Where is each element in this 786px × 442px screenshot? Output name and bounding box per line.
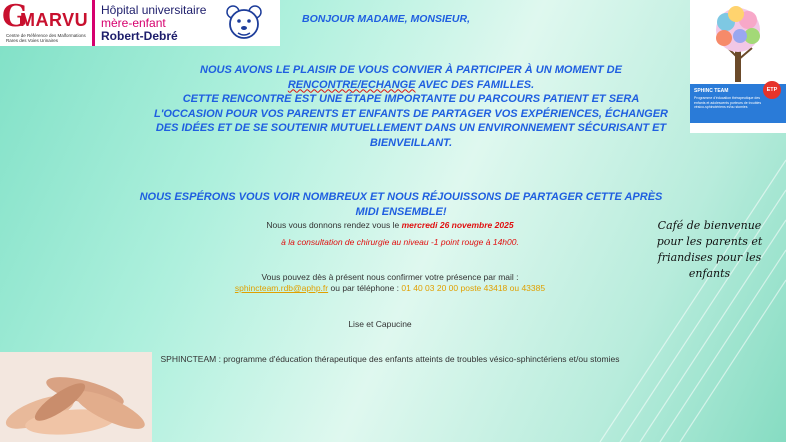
appointment-lead: Nous vous donnons rendez vous le [266, 220, 400, 230]
appointment-line [180, 220, 600, 231]
teddy-bear-mascot-icon [223, 2, 265, 44]
poster-footer-logos [690, 123, 786, 133]
marvu-g-mark-icon: G [2, 0, 28, 34]
marvu-name: MARVU [20, 10, 89, 30]
greeting: BONJOUR MADAME, MONSIEUR, [302, 13, 471, 25]
intro-part4: CETTE RENCONTRE EST UNE ÉTAPE IMPORTANTE DU PARCOURS PATIENT ET SERA L'OCCASION POUR VOS PARENTS ET ENFANTS DE PARTAGER VOS EXPÉRIENCES, ÉCHANGER DES IDÉES ET DE SE SOUTENIR MUTUELLEMENT DANS UN ENVIRONNEMENT SÉCURISANT ET BIENVEILLANT. [154, 93, 668, 149]
intro-paragraph [150, 63, 672, 150]
hope-paragraph: NOUS ESPÉRONS VOUS VOIR NOMBREUX ET NOUS RÉJOUISSONS DE PARTAGER CETTE APRÈS MIDI ENSEMBLE! [139, 191, 663, 218]
hospital-line3: Robert-Debré [101, 28, 178, 43]
hospital-line2: mère-enfant [101, 15, 166, 30]
etp-badge: ETP [763, 81, 781, 99]
confirm-line1: Vous pouvez dès à présent nous confirmer votre présence par mail : [261, 272, 519, 282]
confirm-middle: ou par téléphone : [330, 283, 400, 293]
family-tree-icon [690, 0, 786, 84]
poster-text: Programme d'éducation thérapeutique des enfants et adolescents porteurs de troubles vésico-sphinctériens et/ou stomies [694, 96, 762, 109]
appointment-date: mercredi 26 novembre 2025 [401, 220, 514, 230]
phone-number: 01 40 03 20 00 poste 43418 ou 43385 [401, 283, 546, 293]
program-description: SPHINCTEAM : programme d'éducation thérapeutique des enfants atteints de troubles vésico-sphinctériens et/ou stomies [160, 354, 620, 364]
poster-title: SPHINC TEAM [694, 88, 729, 94]
email-link[interactable]: sphincteam.rdb@aphp.fr [234, 283, 329, 293]
logo-bar [0, 0, 280, 46]
cafe-note: Café de bienvenue pour les parents et friandises pour les enfants [656, 219, 763, 280]
sphincteam-poster [690, 0, 786, 128]
intro-part3: AVEC DES FAMILLES. [418, 78, 535, 91]
confirm-block [150, 272, 630, 294]
marvu-logo [0, 0, 92, 46]
hospital-logo [92, 0, 211, 46]
children-photo-icon [0, 352, 152, 442]
appointment-place: à la consultation de chirurgie au niveau -1 point rouge à 14h00. [281, 237, 519, 247]
signature: Lise et Capucine [348, 319, 412, 329]
intro-misspelled-word: RENCONTRE/ECHANGE [287, 78, 416, 91]
marvu-tagline: Centre de Référence des Malformations Rares des Voies Urinaires [6, 33, 86, 43]
hospital-line1: Hôpital universitaire [101, 2, 207, 17]
intro-part1: NOUS AVONS LE PLAISIR DE VOUS CONVIER À PARTICIPER À UN MOMENT DE [200, 64, 622, 76]
